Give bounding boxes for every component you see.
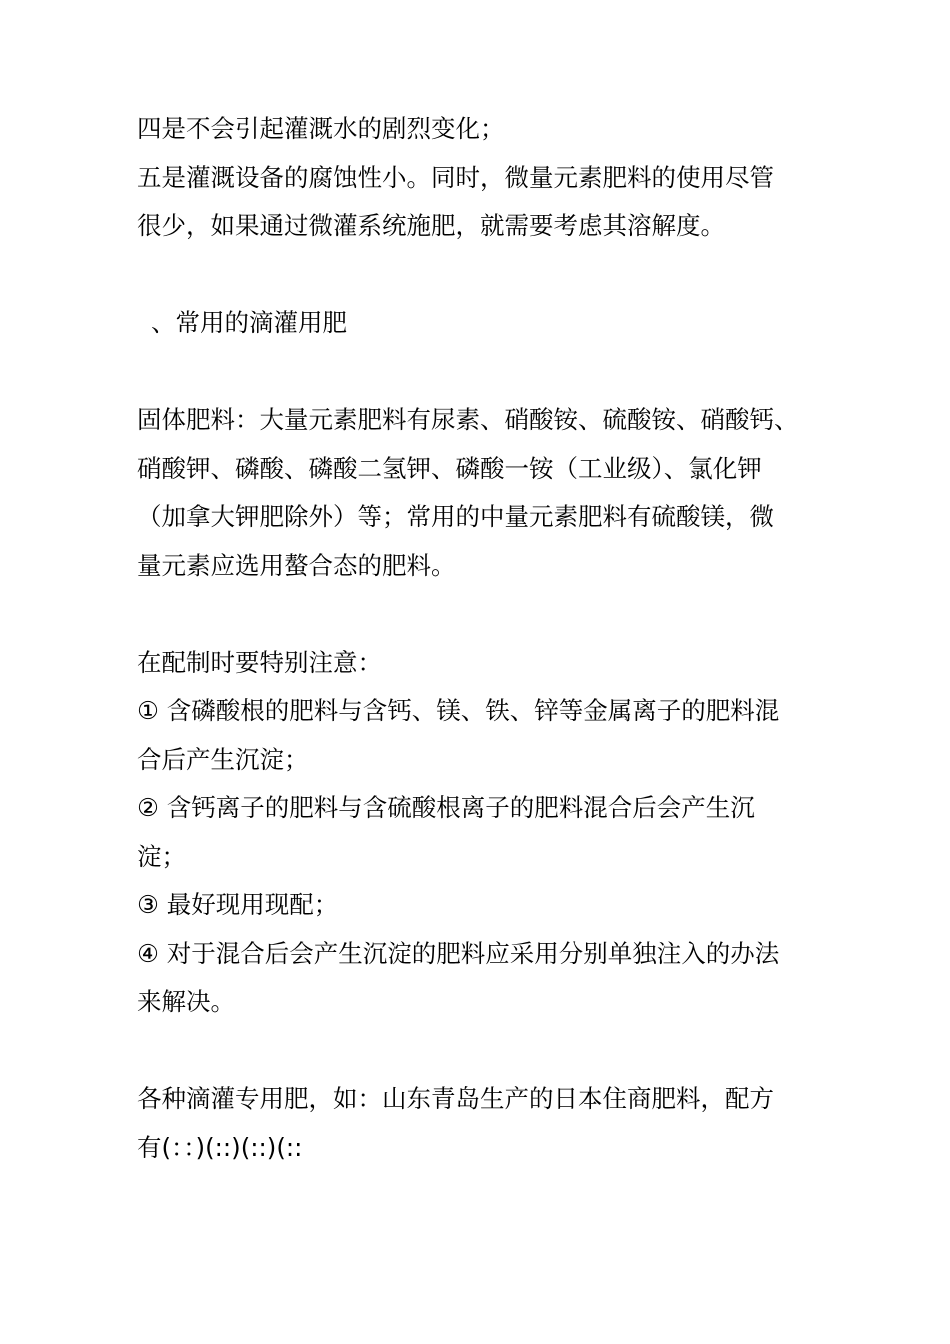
- text-line: （加拿大钾肥除外）等；常用的中量元素肥料有硫酸镁，微: [137, 502, 774, 531]
- document-body: [137, 105, 817, 1172]
- paragraph-gap: [137, 1027, 817, 1076]
- paragraph-gap: [137, 348, 817, 397]
- section-heading: [137, 299, 817, 348]
- text-line: 在配制时要特别注意：: [137, 647, 382, 677]
- text-line: 合后产生沉淀；: [137, 744, 309, 774]
- text-line: 量元素应选用螯合态的肥料。: [137, 550, 456, 580]
- paragraph-gap: [137, 251, 817, 300]
- paragraph-solid-fertilizers: [137, 396, 817, 590]
- text-line: 来解决。: [137, 987, 235, 1016]
- paragraph-special-fertilizers: [137, 1075, 817, 1172]
- paragraph-gap: [137, 590, 817, 639]
- text-line: 各种滴灌专用肥，如：山东青岛生产的日本住商肥料，配方: [137, 1084, 774, 1113]
- section-heading-text: 、常用的滴灌用肥: [151, 308, 347, 337]
- text-line: ④ 对于混合后会产生沉淀的肥料应采用分别单独注入的办法: [137, 938, 780, 968]
- text-line: 四是不会引起灌溉水的剧烈变化；: [137, 114, 505, 143]
- paragraph-precautions: [137, 639, 817, 1027]
- text-line: 淀；: [137, 841, 186, 871]
- text-line: 硝酸钾、磷酸、磷酸二氢钾、磷酸一铵（工业级）、氯化钾: [137, 453, 762, 483]
- text-line: 固体肥料：大量元素肥料有尿素、硝酸铵、硫酸铵、硝酸钙、: [137, 405, 799, 434]
- text-line: ② 含钙离子的肥料与含硫酸根离子的肥料混合后会产生沉: [137, 793, 755, 822]
- text-line: 五是灌溉设备的腐蚀性小。同时，微量元素肥料的使用尽管: [137, 162, 774, 192]
- paragraph-benefits: [137, 105, 817, 251]
- text-line: 很少，如果通过微灌系统施肥，就需要考虑其溶解度。: [137, 211, 725, 240]
- text-line: ③ 最好现用现配；: [137, 890, 339, 919]
- text-line: 有(：：)(::)(::)(::: [137, 1132, 303, 1162]
- text-line: ① 含磷酸根的肥料与含钙、镁、铁、锌等金属离子的肥料混: [137, 696, 780, 725]
